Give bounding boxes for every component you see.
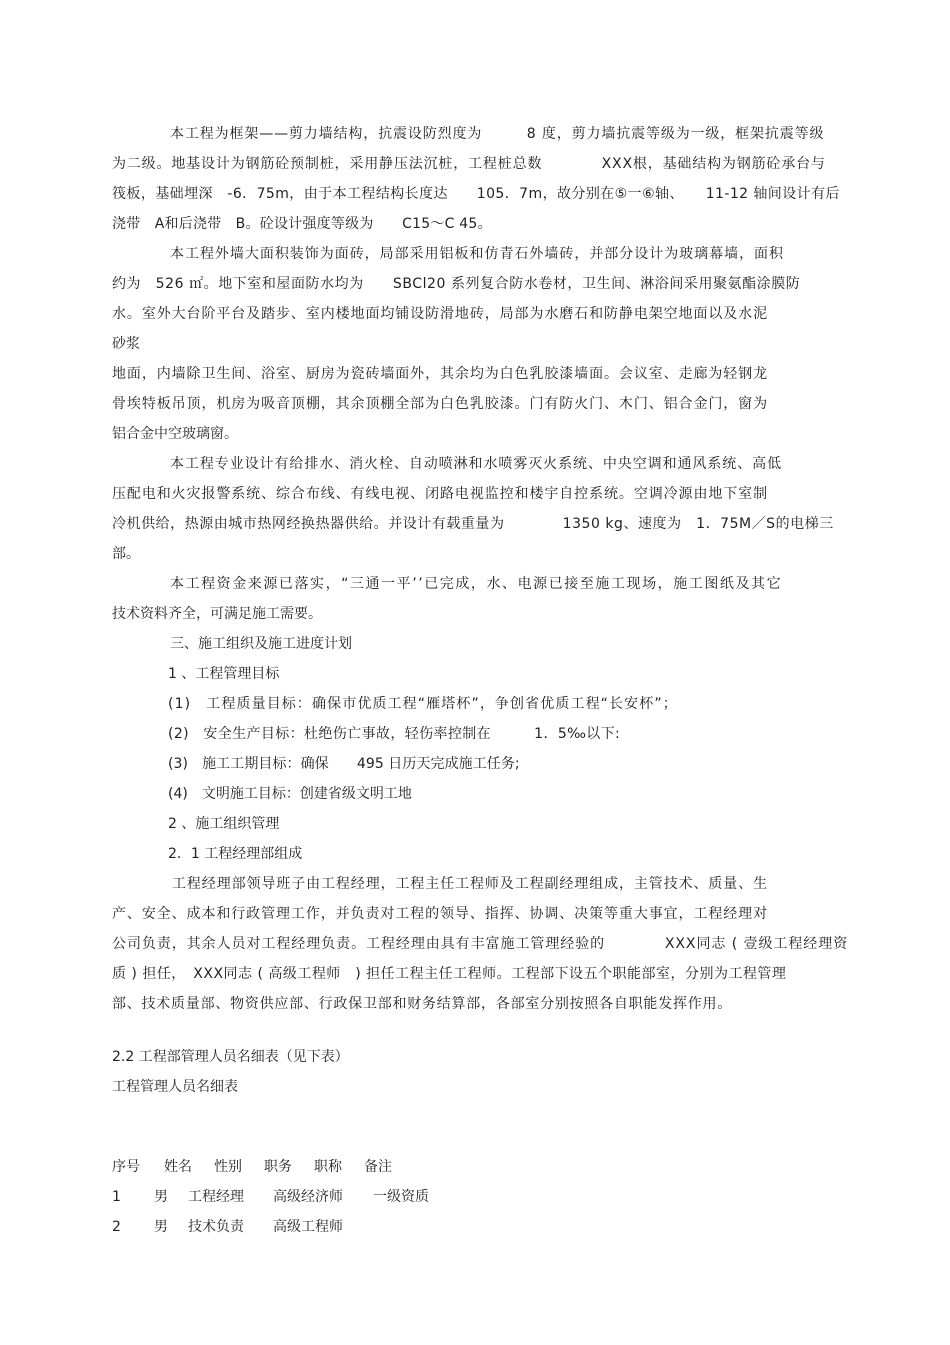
- paragraph-line: 2 、施工组织管理: [168, 816, 280, 832]
- header-gender: 性别: [214, 1159, 242, 1175]
- paragraph-line: 地面，内墙除卫生间、浴室、厨房为瓷砖墙面外，其余均为白色乳胶漆墙面。会议室、走廊为轻钢龙: [112, 366, 768, 382]
- paragraph-line: (1) 工程质量目标：确保市优质工程“雁塔杯”，争创省优质工程“长安杯”；: [168, 696, 678, 712]
- paragraph-line: 浇带 A和后浇带 B。砼设计强度等级为 C15～C 45。: [112, 216, 492, 232]
- paragraph-line: 本工程为框架——剪力墙结构，抗震设防烈度为 8 度，剪力墙抗震等级为一级，框架抗震等级: [170, 126, 825, 142]
- paragraph-line: 水。室外大台阶平台及踏步、室内楼地面均铺设防滑地砖，局部为水磨石和防静电架空地面以及水泥: [112, 306, 768, 322]
- paragraph-line: 骨埃特板吊顶，机房为吸音顶棚，其余顶棚全部为白色乳胶漆。门有防火门、木门、铝合金门，窗为: [112, 396, 768, 412]
- table-header-row: [112, 1158, 512, 1176]
- header-seq: 序号: [112, 1159, 140, 1175]
- paragraph-line: 工程管理人员名细表: [112, 1079, 238, 1095]
- row-title: 高级经济师: [273, 1189, 343, 1205]
- paragraph-line: (2) 安全生产目标：杜绝伤亡事故，轻伤率控制在 1．5‰以下:: [168, 726, 621, 742]
- paragraph-line: 筏板，基础埋深 -6．75m，由于本工程结构长度达 105．7m，故分别在⑤一⑥轴、 11-12 轴间设计有后: [112, 186, 840, 202]
- paragraph-line: 2.2 工程部管理人员名细表（见下表）: [112, 1049, 349, 1065]
- paragraph-line: 质 ) 担任， XXX同志 ( 高级工程师 ) 担任工程主任工程师。工程部下设五个职能部室，分别为工程管理: [112, 966, 787, 982]
- paragraph-line: 2．1 工程经理部组成: [168, 846, 303, 862]
- paragraph-line: 压配电和火灾报警系统、综合布线、有线电视、闭路电视监控和楼宇自控系统。空调冷源由地下室制: [112, 486, 768, 502]
- row-post: 工程经理: [188, 1189, 244, 1205]
- paragraph-line: 为二级。地基设计为钢筋砼预制桩，采用静压法沉桩，工程桩总数 XXX根，基础结构为钢筋砼承台与: [112, 156, 826, 172]
- paragraph-line: 本工程资金来源已落实，“三通一平’’已完成，水、电源已接至施工现场，施工图纸及其它: [170, 576, 783, 592]
- row-gender: 男: [154, 1189, 168, 1205]
- paragraph-line: 工程经理部领导班子由工程经理，工程主任工程师及工程副经理组成，主管技术、质量、生: [172, 876, 768, 892]
- row-seq: 2: [112, 1219, 121, 1235]
- paragraph-line: 公司负责，其余人员对工程经理负责。工程经理由具有丰富施工管理经验的 XXX同志 ( 壹级工程经理资: [112, 936, 849, 952]
- paragraph-line: 部、技术质量部、物资供应部、行政保卫部和财务结算部，各部室分别按照各自职能发挥作用。: [112, 996, 732, 1012]
- paragraph-line: 技术资料齐全，可满足施工需要。: [112, 606, 322, 622]
- header-title: 职称: [314, 1159, 342, 1175]
- paragraph-line: 产、安全、成本和行政管理工作，并负责对工程的领导、指挥、协调、决策等重大事宜，工程经理对: [112, 906, 768, 922]
- row-seq: 1: [112, 1189, 121, 1205]
- row-gender: 男: [154, 1219, 168, 1235]
- header-name: 姓名: [164, 1159, 192, 1175]
- table-row: [112, 1188, 512, 1206]
- paragraph-line: 约为 526 ㎡。地下室和屋面防水均为 SBCl20 系列复合防水卷材，卫生间、淋浴间采用聚氨酯涂膜防: [112, 276, 801, 292]
- paragraph-line: 冷机供给，热源由城市热网经换热器供给。并设计有载重量为 1350 kg、速度为 1．75M／S的电梯三: [112, 516, 834, 532]
- paragraph-line: 三、施工组织及施工进度计划: [170, 636, 352, 652]
- paragraph-line: 部。: [112, 546, 140, 562]
- row-post: 技术负责: [188, 1219, 244, 1235]
- row-note: 一级资质: [373, 1189, 429, 1205]
- header-note: 备注: [364, 1159, 392, 1175]
- paragraph-line: (3) 施工工期目标：确保 495 日历天完成施工任务;: [168, 756, 520, 772]
- paragraph-line: 本工程外墙大面积装饰为面砖，局部采用铝板和仿青石外墙砖，并部分设计为玻璃幕墙，面积: [170, 246, 784, 262]
- paragraph-line: 砂浆: [112, 336, 140, 352]
- paragraph-line: 1 、工程管理目标: [168, 666, 280, 682]
- header-post: 职务: [264, 1159, 292, 1175]
- table-row: [112, 1218, 512, 1236]
- paragraph-line: (4) 文明施工目标：创建省级文明工地: [168, 786, 412, 802]
- paragraph-line: 铝合金中空玻璃窗。: [112, 426, 238, 442]
- paragraph-line: 本工程专业设计有给排水、消火栓、自动喷淋和水喷雾灭火系统、中央空调和通风系统、高低: [170, 456, 782, 472]
- row-title: 高级工程师: [273, 1219, 343, 1235]
